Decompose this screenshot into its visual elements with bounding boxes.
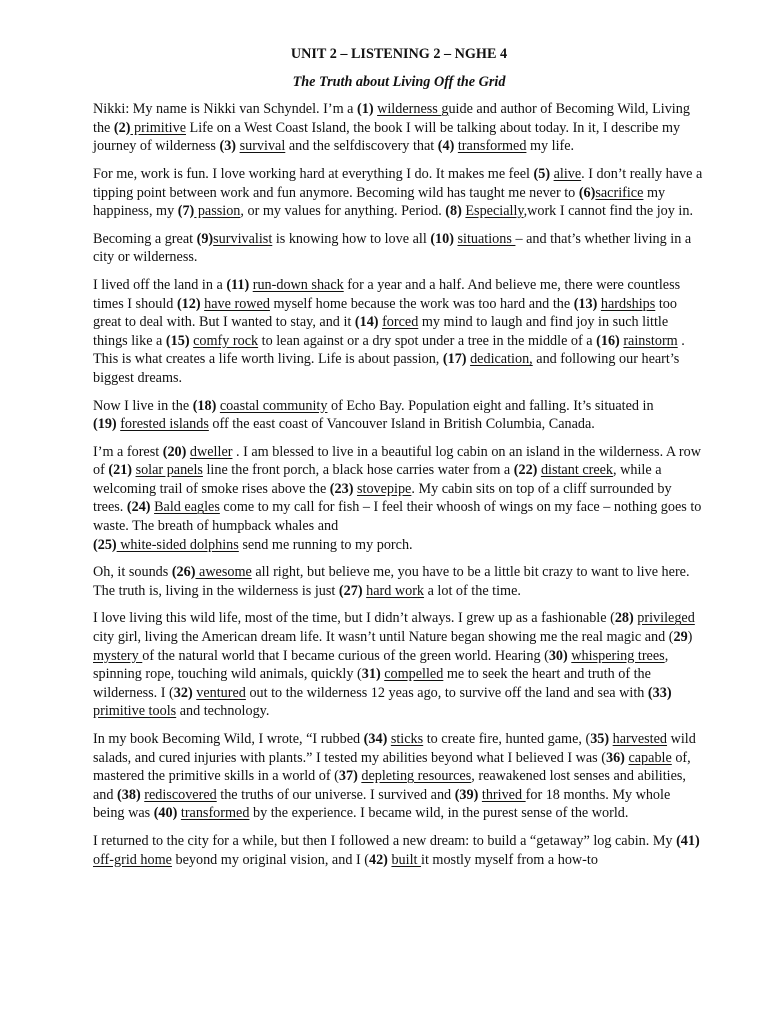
paragraph [93, 397, 705, 434]
blank-number: (17) [442, 351, 467, 368]
answer-word: mystery [93, 647, 143, 664]
blank-number: (39) [454, 786, 479, 803]
paragraph [93, 276, 705, 388]
document-page [93, 45, 705, 878]
text-run: wild salads, and cured injuries with plants.” I tested my abilities beyond what I believed I was ( [93, 731, 696, 766]
text-run: I returned to the city for a while, but then I followed a new dream: to build a “getaway” log cabin. My [93, 832, 677, 849]
document-body [93, 100, 705, 869]
answer-word: compelled [384, 666, 444, 683]
answer-word: thrived [481, 786, 526, 803]
answer-word: Bald eagles [154, 499, 220, 516]
paragraph [93, 832, 705, 869]
text-run: too great to deal with. But I wanted to stay, and it [93, 295, 677, 331]
text-run: for 18 months. My whole being was [93, 786, 671, 822]
text-run: off the east coast of Vancouver Island in British Columbia, Canada. [208, 416, 595, 433]
text-run: and technology. [176, 703, 270, 720]
text-run: of, mastered the primitive skills in a world of ( [93, 749, 691, 785]
answer-word: privileged [637, 610, 695, 627]
blank-number: (23) [329, 480, 354, 497]
answer-word: forested islands [120, 416, 209, 433]
blank-number: (38) [117, 786, 141, 803]
text-run: to lean against or a dry spot under a tree in the middle of a [258, 332, 597, 349]
text-run: – and that’s whether living in a city or wilderness. [93, 230, 692, 266]
text-run: my mind to laugh and find joy in such little things like a [93, 314, 669, 349]
blank-number: (1) [357, 101, 374, 118]
answer-word: survivalist [213, 230, 273, 247]
blank-number: 42) [368, 851, 388, 868]
text-run: of Echo Bay. Population eight and falling. It’s situated in [327, 397, 654, 414]
answer-word: coastal community [219, 397, 328, 414]
answer-word: Especially [465, 203, 524, 220]
blank-number: (6) [578, 184, 596, 201]
answer-word: depleting resources [361, 768, 472, 785]
answer-word: rainstorm [623, 332, 678, 349]
answer-word: wilderness g [377, 101, 449, 118]
blank-number: (22) [513, 462, 538, 479]
answer-word: rediscovered [144, 786, 217, 803]
answer-word: transformed [180, 805, 250, 822]
blank-number: (8) [445, 203, 462, 220]
paragraph [93, 100, 705, 156]
blank-number: 36) [605, 749, 625, 766]
blank-number: (10) [430, 230, 454, 247]
answer-word: alive [553, 165, 582, 182]
text-run: a lot of the time. [424, 582, 521, 599]
text-run: the truths of our universe. I survived and [216, 786, 455, 803]
text-run: . My cabin sits on top of a cliff surrounded by trees. [93, 480, 672, 516]
text-run: it mostly myself from a how-to [421, 851, 598, 868]
text-run: city girl, living the American dream life. It wasn’t until Nature began showing me the real magic and ( [93, 629, 674, 646]
text-run: myself home because the work was too hard and the [269, 295, 574, 312]
text-run: . This is what creates a life worth living. Life is about passion, [93, 332, 685, 368]
text-run: line the front porch, a black hose carries water from a [202, 462, 514, 479]
blank-number: (14) [354, 314, 379, 331]
answer-word: solar panels [135, 462, 203, 479]
text-run: Becoming a great [93, 230, 197, 247]
text-run: I love living this wild life, most of the time, but I didn’t always. I grew up as a fashionable ( [93, 610, 615, 627]
answer-word: hardships [600, 295, 656, 312]
blank-number: (18) [192, 397, 217, 414]
blank-number: (16) [596, 332, 620, 349]
answer-word: harvested [612, 731, 668, 747]
text-run: For me, work is fun. I love working hard at everything I do. It makes me feel [93, 165, 534, 182]
answer-word: passion [194, 203, 241, 220]
answer-word: dweller [189, 443, 233, 460]
text-run: In my book Becoming Wild, I wrote, “I rubbed [93, 731, 364, 747]
blank-number: 29 [673, 629, 688, 646]
text-run: , while a welcoming trail of smoke rises above the [93, 462, 662, 497]
text-run: and following our heart’s biggest dreams. [93, 351, 680, 386]
text-run: me to seek the heart and truth of the wilderness. I ( [93, 666, 651, 701]
blank-number: (41) [676, 832, 700, 849]
answer-word: situations [457, 230, 516, 247]
paragraph [93, 443, 705, 555]
text-run: my life. [526, 138, 575, 155]
text-run: Oh, it sounds [93, 564, 172, 581]
blank-number: (20) [162, 443, 187, 460]
text-run: out to the wilderness 12 yeas ago, to survive off the land and sea with [245, 684, 648, 701]
blank-number: 31) [361, 666, 381, 683]
text-run: , reawakened lost senses and abilities, and [93, 768, 686, 803]
answer-word: ventured [196, 684, 246, 701]
text-run: to create fire, hunted game, ( [423, 731, 591, 747]
text-run: beyond my original vision, and I ( [171, 851, 369, 868]
blank-number: (7) [177, 203, 195, 220]
text-run: . I am blessed to live in a beautiful log cabin on an island in the wilderness. A row of [93, 443, 701, 479]
blank-number: (13) [573, 295, 598, 312]
blank-number: 35) [590, 731, 610, 747]
text-run: and the selfdiscovery that [285, 138, 438, 155]
blank-number: 28) [614, 610, 634, 627]
blank-number: (19) [93, 416, 117, 433]
text-run: Now I live in the [93, 397, 193, 414]
answer-word: transformed [457, 138, 527, 155]
blank-number: (11) [226, 276, 250, 293]
blank-number: (24) [126, 499, 151, 516]
answer-word: whispering trees [571, 647, 665, 664]
blank-number: (27) [338, 582, 363, 599]
answer-word: built [391, 851, 421, 868]
answer-word: awesome [195, 564, 252, 581]
blank-number: (5) [533, 165, 551, 182]
answer-word: dedication, [470, 351, 533, 368]
answer-word: stovepipe [356, 480, 412, 497]
blank-number: (9) [196, 230, 214, 247]
answer-word: distant creek [540, 462, 614, 479]
answer-word: sticks [390, 731, 424, 747]
blank-number: (21) [108, 462, 133, 479]
text-run: all right, but believe me, you have to be a little bit crazy to want to live here. The truth is, living in the wilderness is just [93, 564, 690, 599]
answer-word: primitive [130, 119, 186, 136]
blank-number: (4) [437, 138, 455, 155]
answer-word: sacrifice [595, 184, 644, 201]
text-run: for a year and a half. And believe me, there were countless times I should [93, 276, 681, 312]
text-run: is knowing how to love all [272, 230, 431, 247]
text-run: Nikki: My name is Nikki van Schyndel. I’m a [93, 101, 358, 118]
paragraph [93, 563, 705, 600]
text-run: , spinning rope, touching wild animals, quickly ( [93, 647, 669, 683]
paragraph [93, 165, 705, 221]
blank-number: (3) [219, 138, 237, 155]
blank-number: (40) [153, 805, 178, 822]
text-run: send me running to my porch. [238, 536, 413, 553]
blank-number: (12) [176, 295, 201, 312]
blank-number: (2) [113, 119, 131, 136]
blank-number: (25) [93, 536, 117, 553]
answer-word: survival [239, 138, 286, 155]
text-run: of the natural world that I became curious of the green world. Hearing ( [142, 647, 549, 664]
answer-word: comfy rock [193, 332, 259, 349]
text-run: Life on a West Coast Island, the book I will be talking about today. In it, I describe my journey of wilderness [93, 119, 681, 155]
text-run: I’m a forest [93, 443, 163, 460]
text-run: by the experience. I became wild, in the purest sense of the world. [249, 805, 629, 822]
answer-word: hard work [366, 582, 425, 599]
text-run: I lived off the land in a [93, 276, 227, 293]
blank-number: 32) [173, 684, 193, 701]
answer-word: off-grid home [93, 851, 172, 868]
blank-number: (15) [165, 332, 190, 349]
answer-word: forced [382, 314, 419, 331]
blank-number: 37) [338, 768, 358, 785]
document-subtitle: The Truth about Living Off the Grid [292, 73, 506, 90]
blank-number: 30) [548, 647, 568, 664]
blank-number: (33) [647, 684, 672, 701]
answer-word: primitive tools [93, 703, 177, 720]
paragraph [93, 230, 705, 267]
text-run: . I don’t really have a tipping point between work and fun anymore. Becoming wild has taught me never to [93, 165, 703, 201]
text-run: uide and author of Becoming Wild, Living the [93, 101, 690, 136]
blank-number: (26) [171, 564, 196, 581]
text-run: , or my values for anything. Period. [240, 203, 446, 220]
paragraph [93, 730, 705, 823]
text-run: come to my call for fish – I feel their whoosh of wings on my face – nothing goes to waste. The breath of humpback whales and [93, 499, 702, 535]
answer-word: capable [628, 749, 672, 766]
text-run: my happiness, my [93, 184, 666, 220]
text-run: ,work I cannot find the joy in. [523, 203, 693, 220]
text-run: ) [687, 629, 693, 646]
answer-word: have rowed [204, 295, 270, 312]
paragraph [93, 609, 705, 721]
blank-number: (34) [363, 731, 388, 747]
answer-word: run-down shack [252, 276, 344, 293]
answer-word: white-sided dolphins [116, 536, 239, 553]
page-title: UNIT 2 – LISTENING 2 – NGHE 4 [290, 46, 508, 62]
